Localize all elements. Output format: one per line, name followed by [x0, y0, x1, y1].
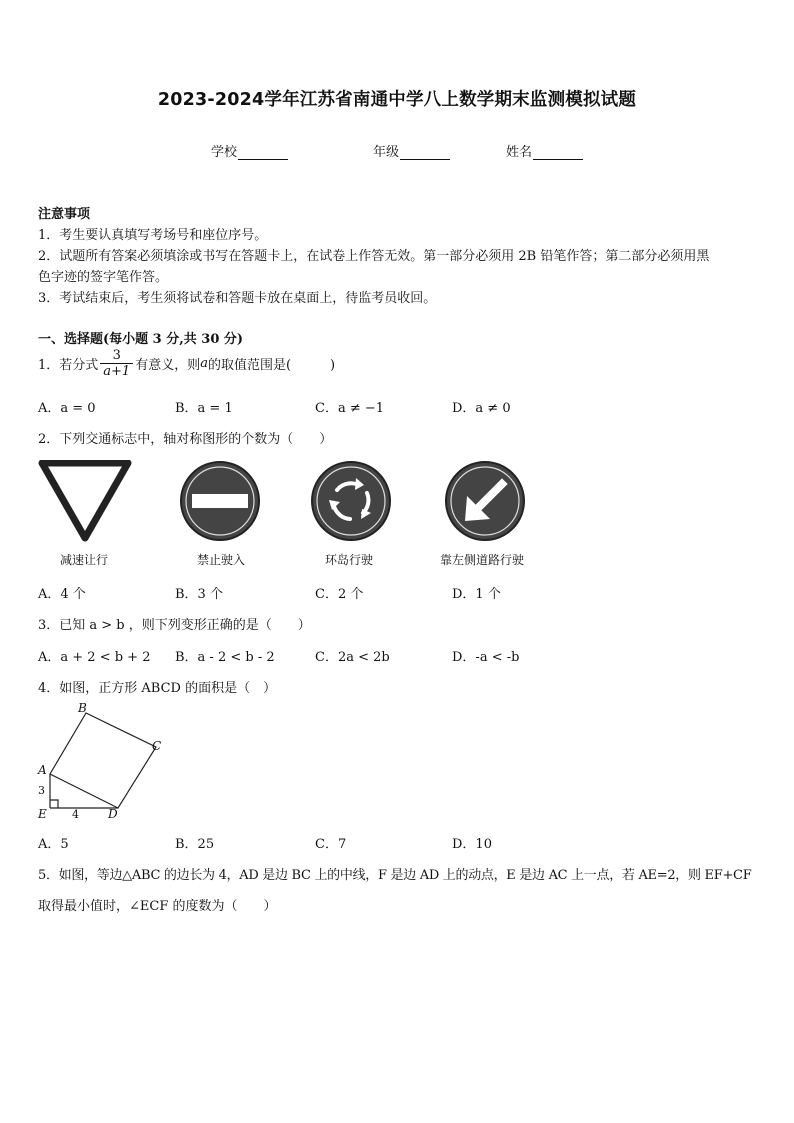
q3-option-b: B．a - 2 < b - 2	[175, 650, 275, 665]
no-entry-sign-icon	[179, 460, 261, 542]
q2-option-a: A．4 个	[38, 587, 86, 602]
notice-item-3: 3．考试结束后，考生须将试卷和答题卡放在桌面上，待监考员收回。	[38, 291, 437, 306]
question-3-stem: 3．已知 a > b ，则下列变形正确的是（ ）	[38, 618, 311, 633]
name-label: 姓名	[506, 145, 533, 160]
q3-option-d: D．-a < -b	[452, 650, 520, 665]
label-C: C	[152, 739, 162, 753]
sign-label-yield: 减速让行	[60, 553, 109, 567]
q1-fraction	[100, 348, 133, 379]
question-5-line-2: 取得最小值时，∠ECF 的度数为（ ）	[38, 899, 277, 914]
grade-label: 年级	[373, 145, 400, 160]
notice-item-2: 2．试题所有答案必须填涂或书写在答题卡上，在试卷上作答无效。第一部分必须用 2B 铅笔作答；第二部分必须用黑	[38, 249, 710, 264]
q4-option-b: B．25	[175, 837, 215, 852]
name-blank	[533, 146, 583, 160]
q3-option-a: A．a + 2 < b + 2	[38, 650, 151, 665]
q2-option-c: C．2 个	[315, 587, 364, 602]
keep-left-sign-icon	[444, 460, 526, 542]
label-B: B	[78, 701, 87, 715]
school-label: 学校	[211, 145, 238, 160]
notice-item-1: 1．考生要认真填写考场号和座位序号。	[38, 228, 268, 243]
label-AE-length: 3	[38, 784, 45, 797]
notice-item-2-cont: 色字迹的签字笔作答。	[38, 270, 169, 285]
school-blank	[238, 146, 288, 160]
grade-blank	[400, 146, 450, 160]
q1-option-d: D．a ≠ 0	[452, 401, 511, 416]
school-field	[211, 141, 288, 160]
page-title: 2023-2024学年江苏省南通中学八上数学期末监测模拟试题	[157, 90, 637, 110]
sign-label-keep-left: 靠左侧道路行驶	[440, 553, 525, 567]
q2-option-b: B．3 个	[175, 587, 223, 602]
q1-option-a: A．a = 0	[38, 401, 96, 416]
grade-field	[373, 141, 450, 160]
label-ED-length: 4	[72, 808, 79, 821]
q1-denominator: a+1	[100, 363, 133, 379]
q3-option-c: C．2a < 2b	[315, 650, 390, 665]
q4-option-d: D．10	[452, 837, 492, 852]
q1-suffix-a: 有意义，则	[135, 358, 201, 373]
sign-label-no-entry: 禁止驶入	[197, 553, 246, 567]
q4-option-c: C．7	[315, 837, 347, 852]
square-abcd-figure	[34, 700, 174, 822]
question-5-line-1: 5．如图，等边△ABC 的边长为 4，AD 是边 BC 上的中线，F 是边 AD 上的动点，E 是边 AC 上一点，若 AE=2，则 EF+CF	[38, 868, 752, 883]
question-1-stem	[38, 348, 335, 379]
question-2-stem: 2．下列交通标志中，轴对称图形的个数为（ ）	[38, 432, 333, 447]
sign-label-roundabout: 环岛行驶	[325, 553, 374, 567]
section-heading: 一、选择题(每小题 3 分,共 30 分)	[38, 332, 244, 347]
label-D: D	[108, 807, 118, 821]
q4-option-a: A．5	[38, 837, 69, 852]
name-field	[506, 141, 583, 160]
yield-sign-icon	[38, 460, 132, 542]
q1-option-c: C．a ≠ −1	[315, 401, 385, 416]
roundabout-sign-icon	[310, 460, 392, 542]
q1-numerator: 3	[112, 348, 121, 363]
q2-option-d: D．1 个	[452, 587, 501, 602]
label-E: E	[38, 807, 47, 821]
question-4-stem: 4．如图，正方形 ABCD 的面积是（ ）	[38, 681, 277, 696]
q1-var: a	[200, 356, 208, 371]
q1-prefix: 1．若分式	[38, 358, 99, 373]
q1-option-b: B．a = 1	[175, 401, 233, 416]
q1-suffix-b: 的取值范围是( )	[207, 358, 336, 373]
notice-heading: 注意事项	[38, 207, 91, 222]
label-A: A	[38, 763, 47, 777]
